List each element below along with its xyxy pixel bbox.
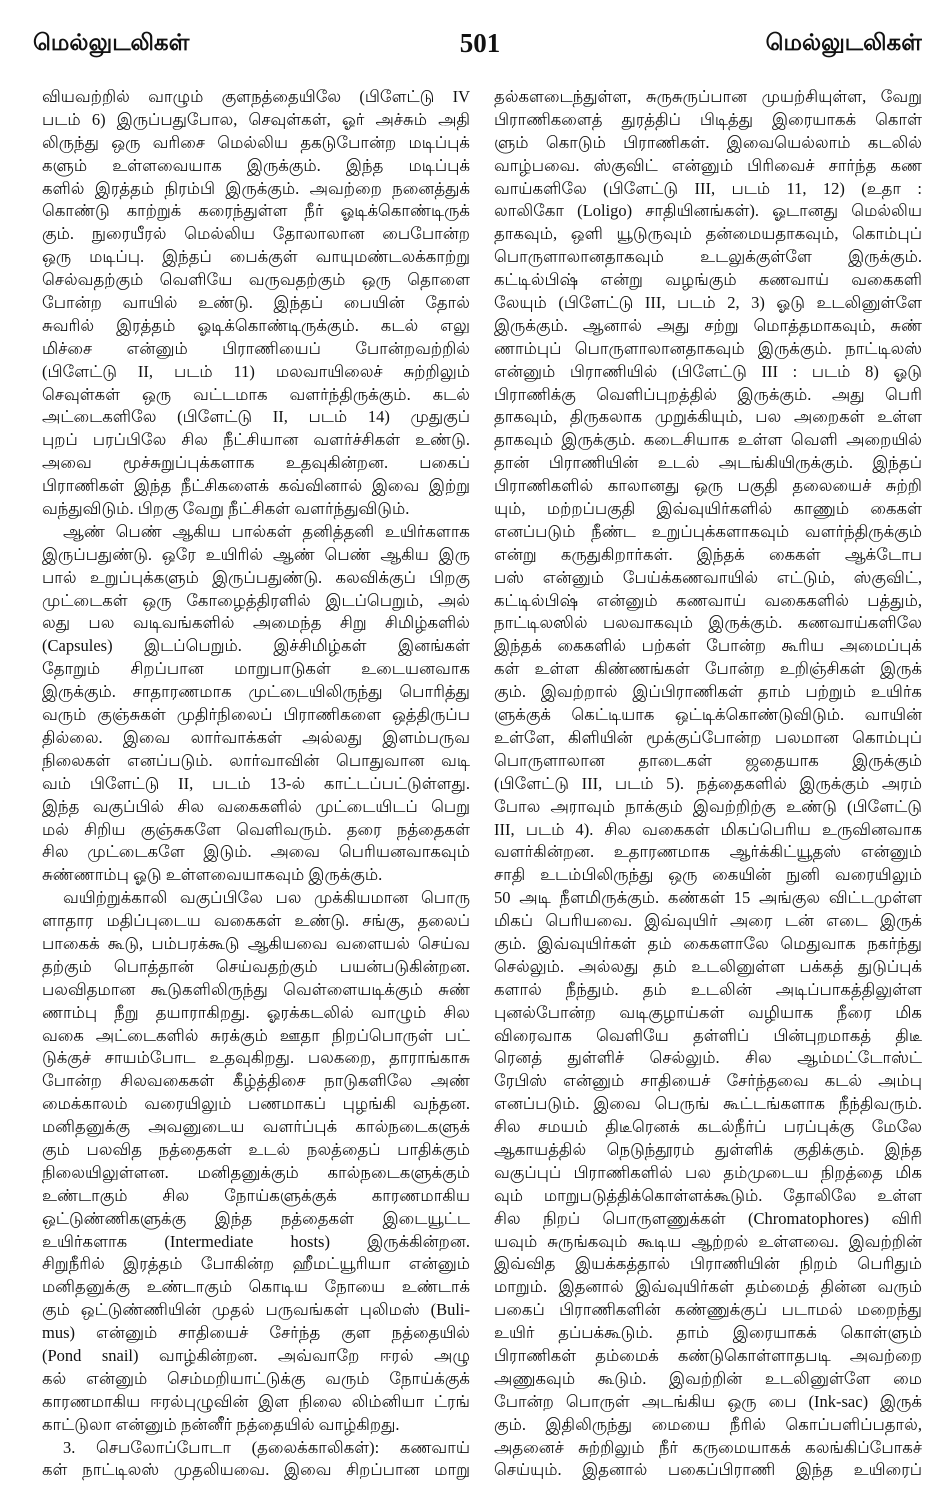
text-line: வகை அட்டைகளில் சுரக்கும் ஊதா நிறப்பொருள் பட் [42,1025,470,1045]
text-line: தாகவும், ஒளி யூடுருவும் தன்மையதாகவும், கொம்புப் [494,224,922,244]
text-line: பிராணிகளில் காலானது ஒரு பகுதி தலையைச் சுற்றி [494,476,922,496]
text-line: கும். நுரையீரல் மெல்லிய தோலாலான பைபோன்ற [42,224,470,244]
text-line: வும் மாறுபடுத்திக்கொள்ளக்கூடும். தோலிலே உள்ள [494,1185,922,1205]
text-line: ரேபிஸ் என்னும் சாதியைச் சேர்ந்தவை கடல் அம்பு [494,1071,922,1091]
text-line: லது பல வடிவங்களில் அமைந்த சிறு சிமிழ்களில் [42,613,470,633]
text-line: உயிர் தப்பக்கூடும். தாம் இரையாகக் கொள்ளும் [494,1323,922,1343]
text-line: தில்லை. இவை லார்வாக்கள் அல்லது இளம்பருவ [42,727,470,747]
text-line: இந்தக் கைகளில் பற்கள் போன்ற கூரிய அமைப்புக் [494,636,922,656]
text-line: மல் சிறிய குஞ்சுகளே வெளிவரும். தரை நத்தைகள் [42,819,470,839]
text-line: கல் என்னும் செம்மறியாட்டுக்கு வரும் நோய்க்குக் [42,1368,470,1388]
text-line: பிராணிகள் இந்த நீட்சிகளைக் கவ்வினால் இவை இற்று [42,476,470,496]
text-line: மைக்காலம் வரையிலும் பணமாகப் புழங்கி வந்தன. [42,1094,470,1114]
text-line: அணுகவும் கூடும். இவற்றின் உடலினுள்ளே மை [494,1368,922,1388]
text-line: போன்ற பொருள் அடங்கிய ஒரு பை (Ink-sac) இருக் [494,1391,922,1411]
text-line: தற்கும் பொத்தான் செய்வதற்கும் பயன்படுகின்றன. [42,956,470,976]
text-line: வாய்களிலே (பிளேட்டு III, படம் 11, 12) (உதா : [494,178,922,198]
text-line: பாகைக் கூடு, பம்பரக்கூடு ஆகியவை வளையல் செய்வ [42,933,470,953]
text-line: பஸ் என்னும் பேய்க்கணவாயில் எட்டும், ஸ்குவிட், [494,567,922,587]
text-line: கள் நாட்டிலஸ் முதலியவை. இவை சிறப்பான மாறு [42,1460,470,1480]
text-line: படம் 6) இருப்பதுபோல, செவுள்கள், ஓர் அச்சும் அதி [42,109,470,129]
text-line: யவும் சுருங்கவும் கூடிய ஆற்றல் உள்ளவை. இவற்றின் [494,1231,922,1251]
text-line: டுக்குச் சாயம்போட உதவுகிறது. பலகறை, தாராங்காசு [42,1048,470,1068]
text-line: வரும் குஞ்சுகள் முதிர்நிலைப் பிராணிகளை ஒத்திருப்ப [42,705,470,725]
text-line: தோறும் சிறப்பான மாறுபாடுகள் உடையனவாக [42,659,470,679]
text-line: புனல்போன்ற வடிகுழாய்கள் வழியாக நீரை மிக [494,1002,922,1022]
text-line: அட்டைகளிலே (பிளேட்டு II, படம் 14) முதுகுப் [42,407,470,427]
text-line: விரைவாக வெளியே தள்ளிப் பின்புறமாகத் திடீ [494,1025,922,1045]
text-line: வாழ்பவை. ஸ்குவிட் என்னும் பிரிவைச் சார்ந்த கண [494,155,922,175]
text-line: இருப்பதுண்டு. ஒரே உயிரில் ஆண் பெண் ஆகிய இரு [42,544,470,564]
text-line: பொருளாலானதாகவும் உடலுக்குள்ளே இருக்கும். [494,247,922,267]
text-line: வளர்கின்றன. உதாரணமாக ஆர்க்கிட்யூதஸ் என்னும் [494,842,922,862]
text-line: ஆண் பெண் ஆகிய பால்கள் தனித்தனி உயிர்களாக [63,521,470,541]
text-line: ஆகாயத்தில் நெடுந்தூரம் துள்ளிக் குதிக்கும். இந்த [494,1139,922,1159]
text-line: என்று கருதுகிறார்கள். இந்தக் கைகள் ஆக்டோப [494,544,922,564]
text-line: எனப்படும். இவை பெருங் கூட்டங்களாக நீந்திவரும். [494,1094,922,1114]
text-line: பலவிதமான கூடுகளிலிருந்து வெள்ளையடிக்கும் சுண் [42,979,470,999]
text-line: ளுக்குக் கெட்டியாக ஒட்டிக்கொண்டுவிடும். வாயின் [494,705,922,725]
text-line: சிறுநீரில் இரத்தம் போகின்ற ஹீமட்யூரியா என்னும் [42,1254,470,1274]
text-line: கும் ஒட்டுண்ணியின் முதல் பருவங்கள் புலிமஸ் (Buli- [42,1300,470,1320]
text-line: பொருளாலான தாடைகள் ஜதையாக இருக்கும் [494,750,922,770]
paragraph [42,521,470,887]
text-line: நிலைகள் எனப்படும். லார்வாவின் பொதுவான வடி [42,750,470,770]
text-line: அதனைச் சுற்றிலும் நீர் கருமையாகக் கலங்கிப்போகச் [494,1437,922,1457]
paragraph [42,887,470,1436]
text-line: போன்ற சிலவகைகள் கீழ்த்திசை நாடுகளிலே அண் [42,1071,470,1091]
paragraph [494,86,922,1482]
text-line: என்னும் பிராணியில் (பிளேட்டு III : படம் 8) ஓடு [494,361,922,381]
text-line: 3. செபலோப்போடா (தலைக்காலிகள்): கணவாய் [63,1437,470,1457]
text-line: ஒட்டுண்ணிகளுக்கு இந்த நத்தைகள் இடையூட்ட [42,1208,470,1228]
text-line: பகைப் பிராணிகளின் கண்ணுக்குப் படாமல் மறைந்து [494,1300,922,1320]
text-line: ரெனத் துள்ளிச் செல்லும். சில ஆம்மட்டோஸ்ட் [494,1048,922,1068]
text-line: ளும் கொடும் பிராணிகள். இவையெல்லாம் கடலில் [494,132,922,152]
text-line: பிராணிகள் தம்மைக் கண்டுகொள்ளாதபடி அவற்றை [494,1345,922,1365]
text-line: இவ்வித இயக்கத்தால் பிராணியின் நிறம் பெரிதும் [494,1254,922,1274]
text-line: கும் பலவித நத்தைகள் உடல் நலத்தைப் பாதிக்கும் [42,1139,470,1159]
text-line: மிகப் பெரியவை. இவ்வுயிர் அரை டன் எடை இருக் [494,911,922,931]
text-column-left [42,86,470,1486]
text-line: செவுள்கள் ஒரு வட்டமாக வளர்ந்திருக்கும். கடல் [42,384,470,404]
text-line: யும், மற்றப்பகுதி இவ்வுயிர்களில் காணும் கைகள் [494,499,922,519]
text-line: ணாம்புப் பொருளாலானதாகவும் இருக்கும். நாட்டிலஸ் [494,338,922,358]
text-line: உயிர்களாக (Intermediate hosts) இருக்கின்றன. [42,1231,470,1251]
text-line: நாட்டிலஸில் பலவாகவும் இருக்கும். கணவாய்களிலே [494,613,922,633]
text-line: இருக்கும். ஆனால் அது சற்று மொத்தமாகவும், சுண் [494,315,922,335]
text-line: உண்டாகும் சில நோய்களுக்குக் காரணமாகிய [42,1185,470,1205]
text-line: வகுப்புப் பிராணிகளில் பல தம்முடைய நிறத்தை மிக [494,1162,922,1182]
text-line: கும். இவற்றால் இப்பிராணிகள் தாம் பற்றும் உயிர்க [494,682,922,702]
text-line: இந்த வகுப்பில் சில வகைகளில் முட்டையிடப் பெறு [42,796,470,816]
text-line: இருக்கும். சாதாரணமாக முட்டையிலிருந்து பொரித்து [42,682,470,702]
text-line: செல்லும். அல்லது தம் உடலினுள்ள பக்கத் துடுப்புக் [494,956,922,976]
page-number: 501 [459,28,501,58]
text-column-right [494,86,922,1486]
text-line: உள்ளே, கிளியின் மூக்குப்போன்ற பலமான கொம்புப் [494,727,922,747]
text-line: மனிதனுக்கு உண்டாகும் கொடிய நோயை உண்டாக் [42,1277,470,1297]
text-line: கள் உள்ள கிண்ணங்கள் போன்ற உறிஞ்சிகள் இருக் [494,659,922,679]
text-line: சில சமயம் திடீரெனக் கடல்நீர்ப் பரப்புக்கு மேலே [494,1117,922,1137]
text-line: செல்வதற்கும் வெளியே வருவதற்கும் ஒரு தொளை [42,270,470,290]
running-head-right: மெல்லுடலிகள் [765,30,922,55]
text-line: கும். இவ்வுயிர்கள் தம் கைகளாலே மெதுவாக நகர்ந்து [494,933,922,953]
text-line: லேயும் (பிளேட்டு III, படம் 2, 3) ஓடு உடலினுள்ளே [494,293,922,313]
text-line: செய்யும். இதனால் பகைப்பிராணி இந்த உயிரைப் [494,1460,922,1480]
text-line: ளாதார மதிப்புடைய வகைகள் உண்டு. சங்கு, தலைப் [42,911,470,931]
text-line: காரணமாகிய ஈரல்புழுவின் இள நிலை லிம்னியா ட்ரங் [42,1391,470,1411]
text-line: (பிளேட்டு III, படம் 5). நத்தைகளில் இருக்கும் அரம் [494,773,922,793]
text-line: பிராணிகளைத் துரத்திப் பிடித்து இரையாகக் கொள் [494,109,922,129]
text-line: கட்டில்பிஷ் என்னும் கணவாய் வகைகளில் பத்தும், [494,590,922,610]
text-line: பிராணிக்கு வெளிப்புறத்தில் இருக்கும். அது பெரி [494,384,922,404]
text-line: போன்ற வாயில் உண்டு. இந்தப் பையின் தோல் [42,293,470,313]
text-line: சாதி உடம்பிலிருந்து ஒரு கையின் நுனி வரையிலும் [494,865,922,885]
text-line: (Capsules) இடப்பெறும். இச்சிமிழ்கள் இனங்கள் [42,636,470,656]
text-line: எனப்படும் நீண்ட உறுப்புக்களாகவும் வளர்ந்திருக்கும் [494,521,922,541]
text-line: கட்டில்பிஷ் என்று வழங்கும் கணவாய் வகைகளி [494,270,922,290]
text-line: களும் உள்ளவையாக இருக்கும். இந்த மடிப்புக் [42,155,470,175]
text-line: III, படம் 4). சில வகைகள் மிகப்பெரிய உருவினவாக [494,819,922,839]
text-line: களால் நீந்தும். தம் உடலின் அடிப்பாகத்திலுள்ள [494,979,922,999]
text-line: மனிதனுக்கு அவனுடைய வளர்ப்புக் கால்நடைகளுக் [42,1117,470,1137]
text-line: லிருந்து ஒரு வரிசை மெல்லிய தகடுபோன்ற மடிப்புக் [42,132,470,152]
text-line: வம் பிளேட்டு II, படம் 13-ல் காட்டப்பட்டுள்ளது. [42,773,470,793]
text-line: போல அராவும் நாக்கும் இவற்றிற்கு உண்டு (பிளேட்டு [494,796,922,816]
text-line: mus) என்னும் சாதியைச் சேர்ந்த குள நத்தையில் [42,1323,470,1343]
text-line: வயிற்றுக்காலி வகுப்பிலே பல முக்கியமான பொரு [63,888,470,908]
text-line: நிலையிலுள்ளன. மனிதனுக்கும் கால்நடைகளுக்கும் [42,1162,470,1182]
text-line: தாகவும் இருக்கும். கடைசியாக உள்ள வெளி அறையில் [494,430,922,450]
text-line: மிச்சை என்னும் பிராணியைப் போன்றவற்றில் [42,338,470,358]
text-line: ஒரு மடிப்பு. இந்தப் பைக்குள் வாயுமண்டலக்காற்று [42,247,470,267]
paragraph [42,86,470,521]
text-line: தல்களடைந்துள்ள, சுருசுருப்பான முயற்சியுள்ள, வேறு [494,87,922,106]
text-line: களில் இரத்தம் நிரம்பி இருக்கும். அவற்றை நனைத்துக் [42,178,470,198]
text-line: கொண்டு காற்றுக் கரைந்துள்ள நீர் ஓடிக்கொண்டிருக் [42,201,470,221]
text-line: வியவற்றில் வாழும் குளநத்தையிலே (பிளேட்டு IV [42,87,470,106]
text-line: தாகவும், திருகலாக முறுக்கியும், பல அறைகள் உள்ள [494,407,922,427]
text-line: அவை மூச்சுறுப்புக்களாக உதவுகின்றன. பகைப் [42,453,470,473]
text-line: கும். இதிலிருந்து மையை நீரில் கொப்பளிப்பதால், [494,1414,922,1434]
text-line: மாறும். இதனால் இவ்வுயிர்கள் தம்மைத் தின்ன வரும் [494,1277,922,1297]
text-line: சுண்ணாம்பு ஓடு உள்ளவையாகவும் இருக்கும். [42,865,383,885]
text-line: வந்துவிடும். பிறகு வேறு நீட்சிகள் வளர்ந்துவிடும். [42,499,410,519]
text-line: பால் உறுப்புக்களும் இருப்பதுண்டு. கலவிக்குப் பிறகு [42,567,470,587]
text-line: காட்டுலா என்னும் நன்னீர் நத்தையில் வாழ்கிறது. [42,1414,400,1434]
text-line: ணாம்பு நீறு தயாராகிறது. ஓரக்கடலில் வாழும் சில [42,1002,470,1022]
text-line: (Pond snail) வாழ்கின்றன. அவ்வாறே ஈரல் அழு [42,1345,470,1365]
text-line: 50 அடி நீளமிருக்கும். கண்கள் 15 அங்குல விட்டமுள்ள [494,888,922,908]
text-line: தான் பிராணியின் உடல் அடங்கியிருக்கும். இந்தப் [494,453,922,473]
text-line: (பிளேட்டு II, படம் 11) மலவாயிலைச் சுற்றிலும் [42,361,470,381]
text-line: சில முட்டைகளே இடும். அவை பெரியனவாகவும் [42,842,470,862]
text-line: சுவரில் இரத்தம் ஓடிக்கொண்டிருக்கும். கடல் எலு [42,315,470,335]
text-line: முட்டைகள் ஒரு கோழைத்திரளில் இடப்பெறும், அல் [42,590,470,610]
paragraph [42,1437,470,1483]
text-line: சில நிறப் பொருளணுக்கள் (Chromatophores) விரி [494,1208,922,1228]
text-line: புறப் பரப்பிலே சில நீட்சியான வளர்ச்சிகள் உண்டு. [42,430,470,450]
text-line: லாலிகோ (Loligo) சாதியினங்கள்). ஓடானது மெல்லிய [494,201,922,221]
running-head-left: மெல்லுடலிகள் [33,30,190,55]
